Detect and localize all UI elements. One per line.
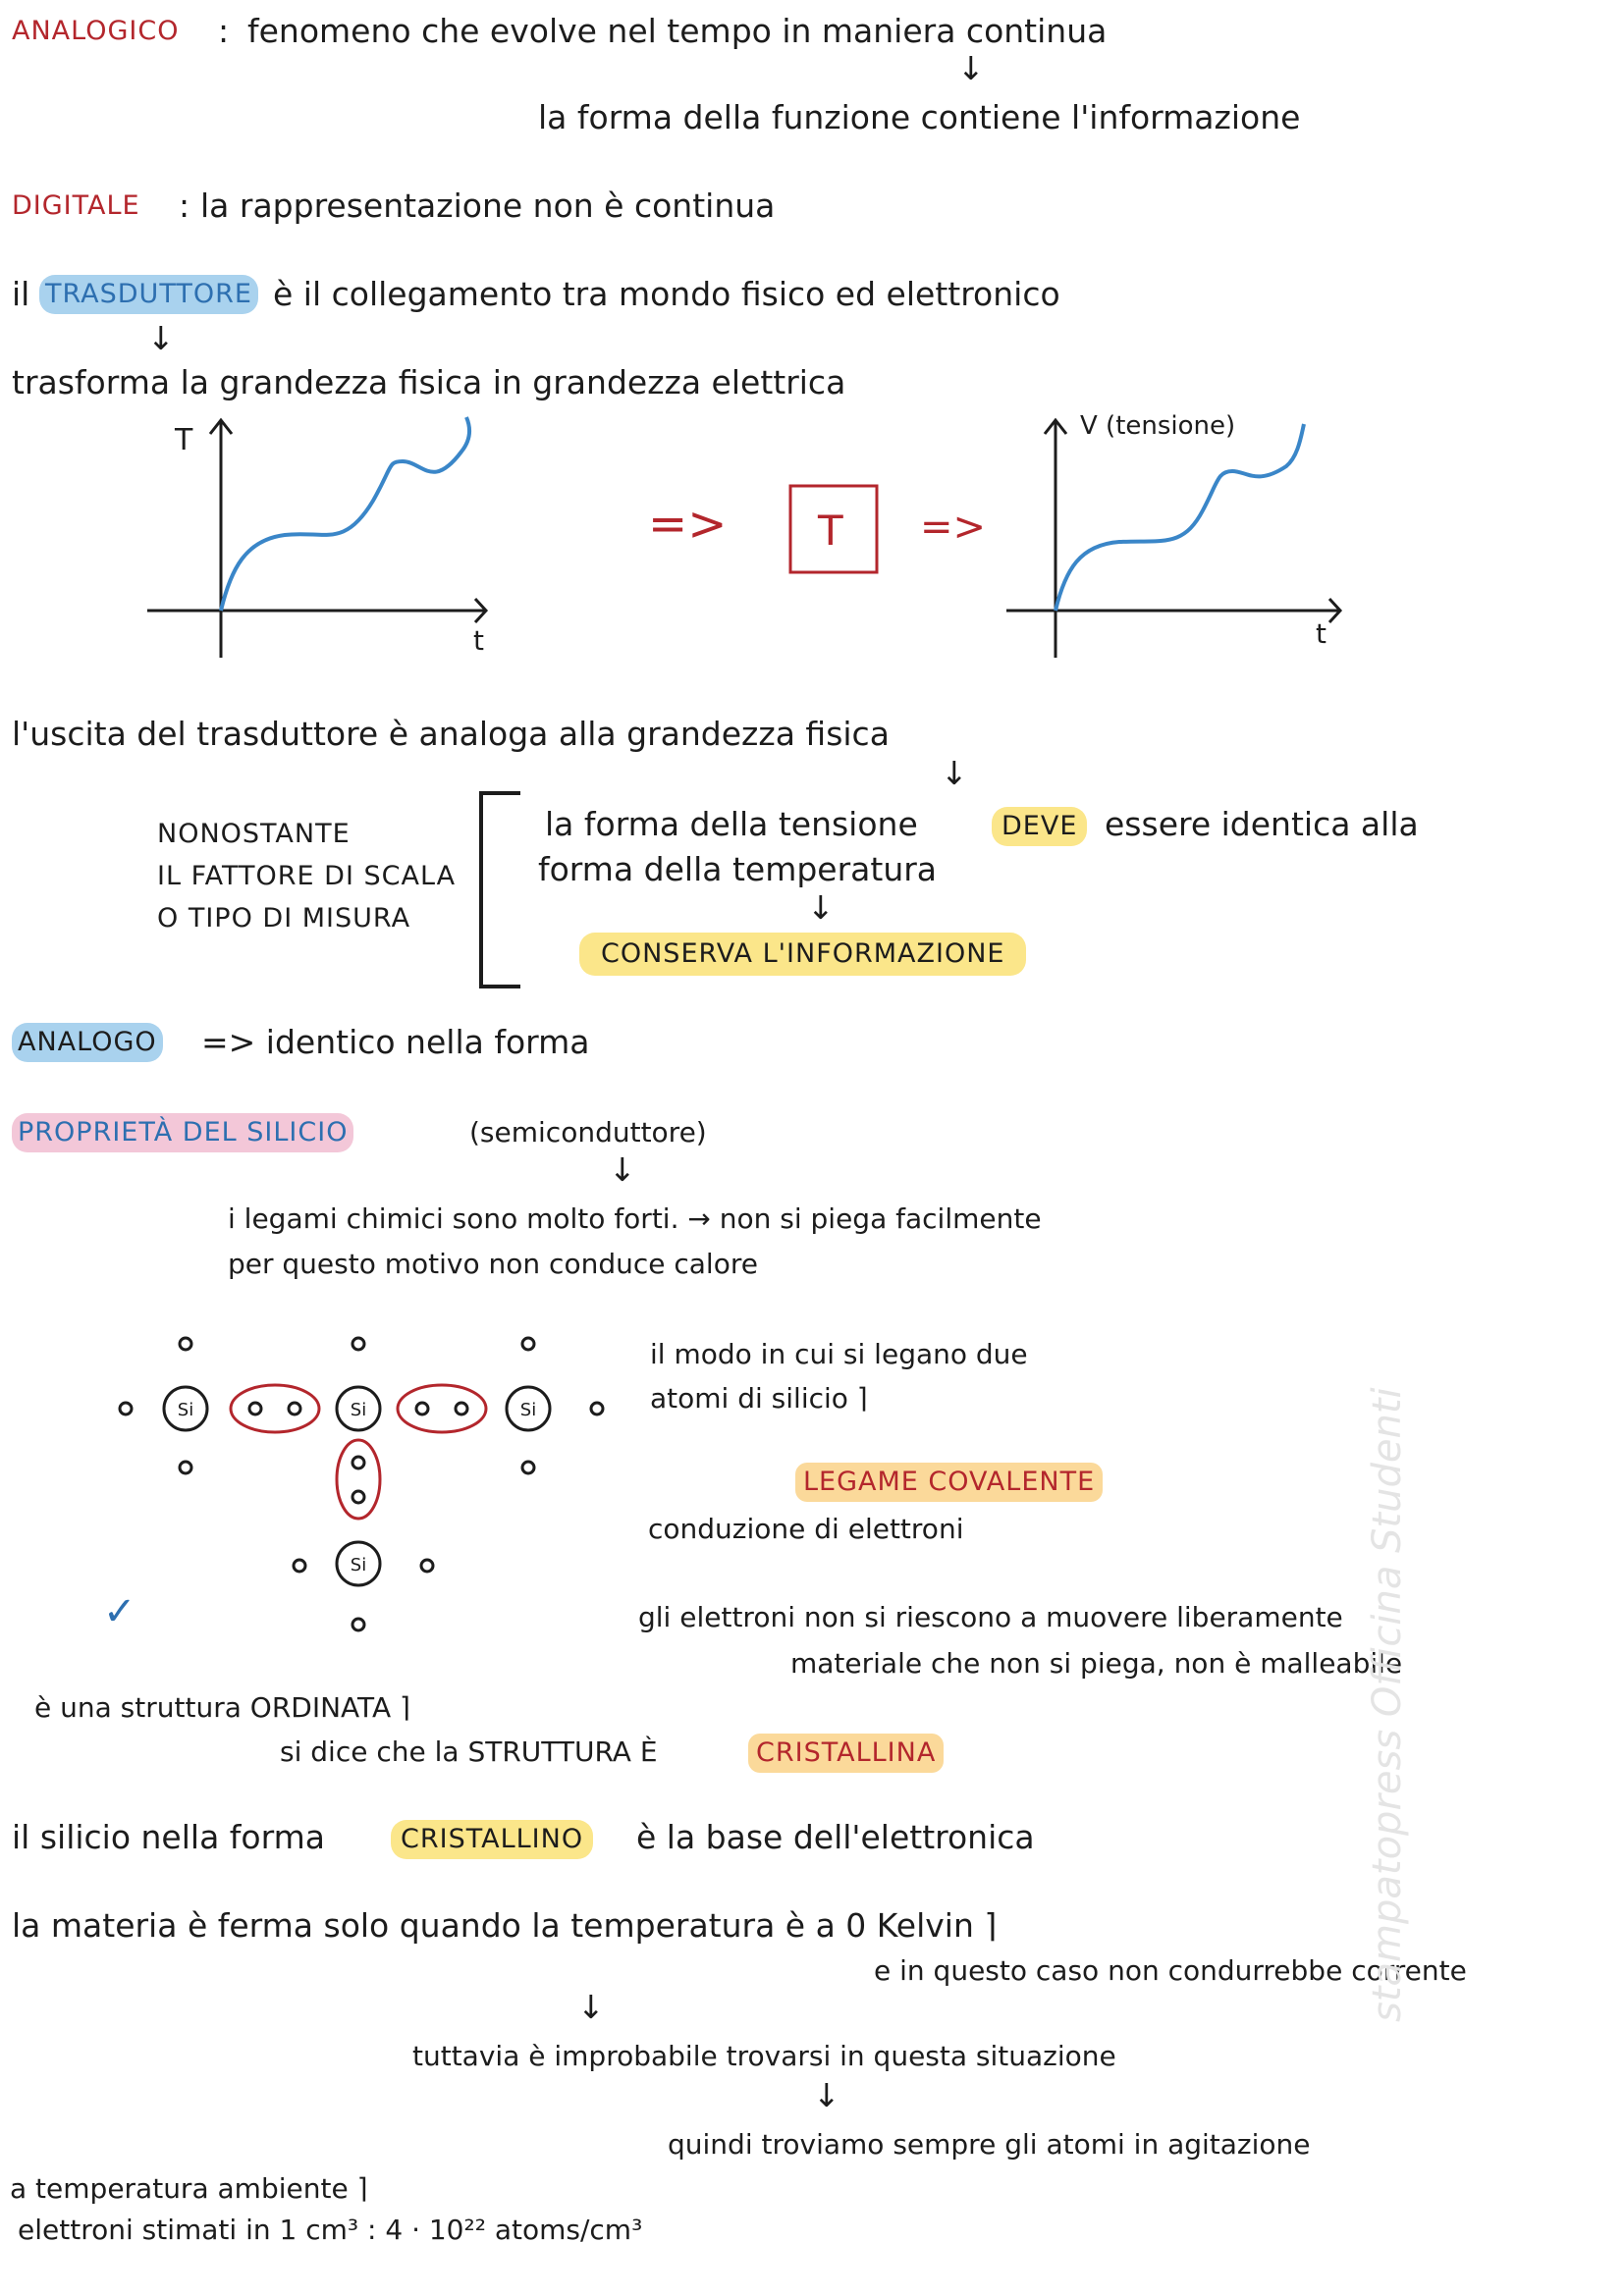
in-questo-line: e in questo caso non condurrebbe corrente <box>874 1954 1467 1987</box>
colon: : <box>218 12 230 50</box>
digitale-label: DIGITALE <box>12 190 140 221</box>
arrow-down-icon: ↓ <box>957 49 985 87</box>
cristallino-highlight: CRISTALLINO <box>391 1820 593 1859</box>
modo-line-2: atomi di silicio ⌉ <box>650 1382 868 1415</box>
temperatura-ambiente-line: a temperatura ambiente ⌉ <box>10 2172 368 2205</box>
electron <box>180 1338 191 1350</box>
elettroni-line-2: materiale che non si piega, non è malleabile <box>790 1647 1403 1680</box>
nonostante-line-2: IL FATTORE DI SCALA <box>157 861 457 891</box>
covalent-bond <box>398 1385 486 1432</box>
si-label: Si <box>519 1400 537 1420</box>
silicon-lattice-diagram <box>98 1320 628 1654</box>
electron <box>294 1560 305 1572</box>
electron <box>249 1403 261 1415</box>
left-x-label: t <box>473 624 484 657</box>
transducer-diagram <box>0 412 1624 667</box>
conserva-highlight: CONSERVA L'INFORMAZIONE <box>579 933 1026 976</box>
forma-temperatura: forma della temperatura <box>538 850 938 888</box>
si-dice-line: si dice che la STRUTTURA È <box>280 1735 658 1768</box>
analogo-definition: => identico nella forma <box>201 1023 590 1061</box>
right-curve <box>1056 424 1304 611</box>
trasduttore-highlight: TRASDUTTORE <box>39 275 258 314</box>
colon: : <box>179 187 190 225</box>
deve-highlight: DEVE <box>992 807 1087 846</box>
electron <box>421 1560 433 1572</box>
analogico-forma: la forma della funzione contiene l'informazione <box>538 98 1301 136</box>
elettroni-stimati-line: elettroni stimati in 1 cm³ : 4 · 10²² atoms/cm³ <box>18 2214 643 2246</box>
si-label: Si <box>177 1400 194 1420</box>
trasforma-line: trasforma la grandezza fisica in grandezza elettrica <box>12 363 846 401</box>
electron <box>522 1338 534 1350</box>
left-y-label: T <box>175 423 193 457</box>
materia-line: la materia è ferma solo quando la temperatura è a 0 Kelvin ⌉ <box>12 1906 998 1945</box>
electron <box>591 1403 603 1415</box>
nonostante-line-1: NONOSTANTE <box>157 819 351 849</box>
watermark: stampatopress Officina Studenti <box>1365 1387 1410 2022</box>
cristallina-highlight: CRISTALLINA <box>748 1734 944 1773</box>
analogico-definition: fenomeno che evolve nel tempo in maniera continua <box>247 12 1108 50</box>
conduzione-line: conduzione di elettroni <box>648 1513 964 1545</box>
analogo-highlight: ANALOGO <box>12 1023 163 1062</box>
legame-covalente-highlight: LEGAME COVALENTE <box>795 1463 1103 1502</box>
elettroni-line-1: gli elettroni non si riescono a muovere liberamente <box>638 1601 1343 1633</box>
proprieta-highlight: PROPRIETÀ DEL SILICIO <box>12 1113 353 1152</box>
electron <box>456 1403 467 1415</box>
analogico-label: ANALOGICO <box>12 16 180 46</box>
electron <box>289 1403 300 1415</box>
check-icon: ✓ <box>103 1589 136 1634</box>
arrow-down-icon: ↓ <box>147 319 175 357</box>
per-questo-line: per questo motivo non conduce calore <box>228 1248 758 1280</box>
il-word: il <box>12 275 30 313</box>
uscita-line: l'uscita del trasduttore è analoga alla grandezza fisica <box>12 715 890 753</box>
arrow-down-icon: ↓ <box>813 2076 840 2114</box>
bracket <box>471 790 530 991</box>
silicio-forma-a: il silicio nella forma <box>12 1818 325 1856</box>
transducer-box-label: T <box>818 507 843 555</box>
silicio-forma-b: è la base dell'elettronica <box>636 1818 1035 1856</box>
arrow-down-icon: ↓ <box>609 1150 636 1189</box>
legami-line: i legami chimici sono molto forti. → non si piega facilmente <box>228 1202 1042 1235</box>
arrow-down-icon: ↓ <box>941 754 968 792</box>
struttura-line: è una struttura ORDINATA ⌉ <box>34 1691 410 1724</box>
nonostante-line-3: O TIPO DI MISURA <box>157 903 411 934</box>
right-x-label: t <box>1316 617 1326 650</box>
electron <box>180 1462 191 1473</box>
modo-line-1: il modo in cui si legano due <box>650 1338 1028 1370</box>
arrow-right-icon: => <box>920 505 987 550</box>
forma-tensione-a: la forma della tensione <box>545 805 918 843</box>
right-y-label: V (tensione) <box>1080 412 1236 441</box>
electron <box>120 1403 132 1415</box>
arrow-right-icon: => <box>648 497 728 552</box>
si-label: Si <box>350 1400 367 1420</box>
digitale-definition: la rappresentazione non è continua <box>200 187 776 225</box>
covalent-bond <box>337 1440 380 1519</box>
covalent-bond <box>231 1385 319 1432</box>
semiconduttore-note: (semiconduttore) <box>469 1116 707 1148</box>
quindi-line: quindi troviamo sempre gli atomi in agitazione <box>668 2128 1311 2161</box>
left-curve <box>221 417 469 611</box>
tuttavia-line: tuttavia è improbabile trovarsi in questa situazione <box>412 2040 1116 2072</box>
arrow-down-icon: ↓ <box>577 1988 605 2026</box>
electron <box>352 1338 364 1350</box>
electron <box>416 1403 428 1415</box>
electron <box>352 1457 364 1468</box>
forma-tensione-b: essere identica alla <box>1105 805 1419 843</box>
electron <box>522 1462 534 1473</box>
trasduttore-definition: è il collegamento tra mondo fisico ed elettronico <box>273 275 1060 313</box>
arrow-down-icon: ↓ <box>807 888 835 927</box>
electron <box>352 1619 364 1630</box>
electron <box>352 1491 364 1503</box>
si-label: Si <box>350 1555 367 1575</box>
